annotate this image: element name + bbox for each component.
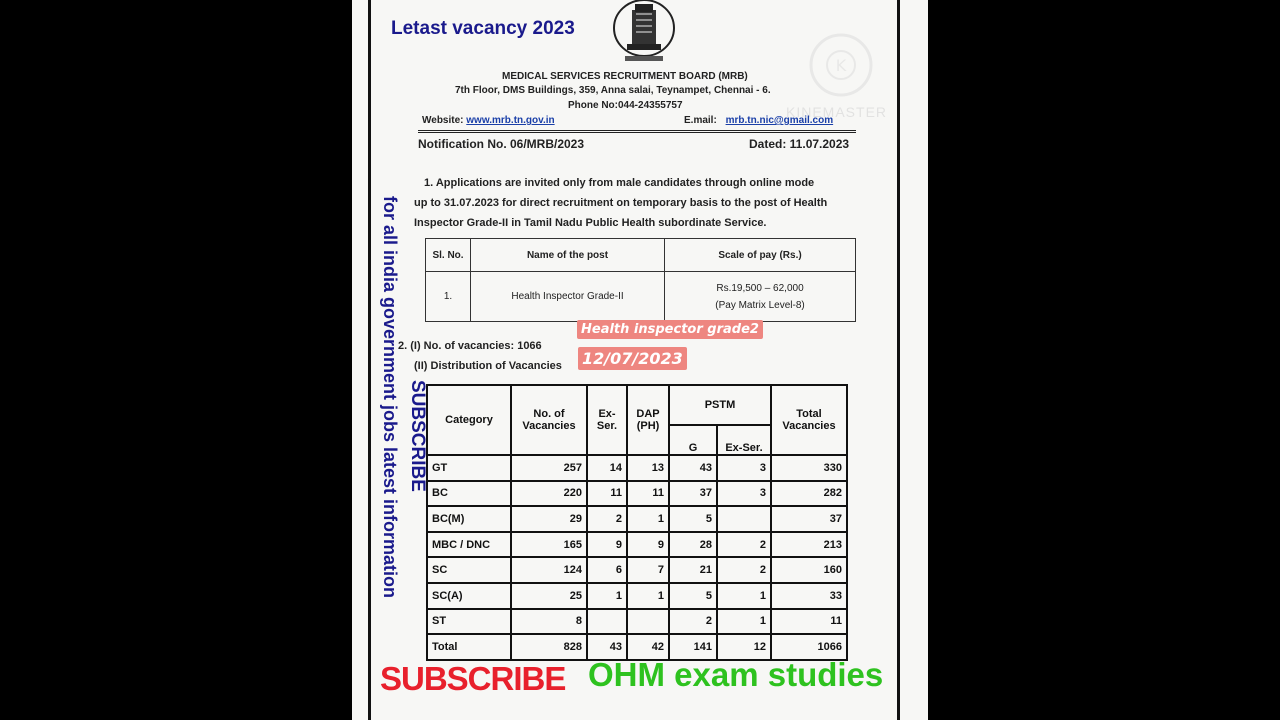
svg-text:K: K xyxy=(835,56,847,75)
kinemaster-logo-icon xyxy=(806,30,876,100)
cell-vac: 124 xyxy=(511,557,587,583)
th-no-of-vacancies: No. of Vacancies xyxy=(511,385,587,455)
th-pstm-ex-servicemen: Ex-Ser. xyxy=(717,425,771,455)
cell-cat: SC xyxy=(427,557,511,583)
page-border-right xyxy=(897,0,900,720)
post-pay-range: Rs.19,500 – 62,000 xyxy=(716,282,804,294)
post-sl-no: 1. xyxy=(426,272,471,322)
header-divider-2 xyxy=(418,132,856,133)
th-total-vacancies: Total Vacancies xyxy=(771,385,847,455)
vertical-info-text: for all india government jobs latest information xyxy=(380,196,400,599)
tamil-nadu-emblem-icon xyxy=(603,0,685,64)
cell-pex: 2 xyxy=(717,532,771,558)
cell-tot: 330 xyxy=(771,455,847,481)
cell-cat: GT xyxy=(427,455,511,481)
cell-tot: 160 xyxy=(771,557,847,583)
cell-tot: 37 xyxy=(771,506,847,532)
number-of-vacancies: 2. (I) No. of vacancies: 1066 xyxy=(398,340,542,352)
cell-pex: 3 xyxy=(717,455,771,481)
org-phone: Phone No:044-24355757 xyxy=(568,100,683,111)
cell-cat: MBC / DNC xyxy=(427,532,511,558)
post-name: Health Inspector Grade-II xyxy=(471,272,665,322)
cell-pex: 1 xyxy=(717,609,771,635)
post-table xyxy=(425,238,856,322)
badge-date: 12/07/2023 xyxy=(578,347,687,370)
notification-number: Notification No. 06/MRB/2023 xyxy=(418,137,585,151)
watermark-text: KINEMASTER xyxy=(786,104,888,120)
cell-pex: 1 xyxy=(717,583,771,609)
cell-vac: 8 xyxy=(511,609,587,635)
cell-g: 2 xyxy=(669,609,717,635)
table-row xyxy=(427,506,847,532)
th-ex-servicemen: Ex-Ser. xyxy=(587,385,627,455)
cell-g: 28 xyxy=(669,532,717,558)
para-line-3: Inspector Grade-II in Tamil Nadu Public Health subordinate Service. xyxy=(414,217,767,229)
cell-g: 37 xyxy=(669,481,717,507)
channel-name: OHM exam studies xyxy=(588,656,884,693)
cell-tot: 11 xyxy=(771,609,847,635)
header-divider xyxy=(418,130,856,131)
cell-ex: 2 xyxy=(587,506,627,532)
th-pstm-general: G xyxy=(669,425,717,455)
table-row xyxy=(427,583,847,609)
th-category: Category xyxy=(427,385,511,455)
cell-g: 141 xyxy=(669,634,717,660)
cell-vac: 257 xyxy=(511,455,587,481)
distribution-heading: (II) Distribution of Vacancies xyxy=(414,360,562,372)
cell-ex: 43 xyxy=(587,634,627,660)
cell-cat: BC xyxy=(427,481,511,507)
vertical-subscribe-text: SUBSCRIBE xyxy=(407,380,428,492)
org-name: MEDICAL SERVICES RECRUITMENT BOARD (MRB) xyxy=(502,71,748,82)
table-row xyxy=(427,455,847,481)
cell-dap xyxy=(627,609,669,635)
header-post-name: Name of the post xyxy=(471,239,665,272)
cell-vac: 25 xyxy=(511,583,587,609)
cell-ex: 11 xyxy=(587,481,627,507)
cell-vac: 828 xyxy=(511,634,587,660)
cell-cat: SC(A) xyxy=(427,583,511,609)
page-border-left xyxy=(368,0,371,720)
cell-dap: 1 xyxy=(627,506,669,532)
para-line-2: up to 31.07.2023 for direct recruitment on temporary basis to the post of Health xyxy=(414,197,828,209)
cell-tot: 1066 xyxy=(771,634,847,660)
header-scale-of-pay: Scale of pay (Rs.) xyxy=(665,239,856,272)
para-line-1: 1. Applications are invited only from male candidates through online mode xyxy=(424,177,815,189)
badge-post-title: Health inspector grade2 xyxy=(577,320,763,339)
cell-cat: ST xyxy=(427,609,511,635)
cell-dap: 42 xyxy=(627,634,669,660)
paragraph-applications xyxy=(414,173,856,233)
post-pay-matrix: (Pay Matrix Level-8) xyxy=(715,299,805,311)
cell-g: 5 xyxy=(669,506,717,532)
table-row xyxy=(427,609,847,635)
cell-vac: 220 xyxy=(511,481,587,507)
cell-ex: 14 xyxy=(587,455,627,481)
cell-pex: 2 xyxy=(717,557,771,583)
vacancy-table xyxy=(426,384,848,661)
video-title: Letast vacancy 2023 xyxy=(391,18,575,39)
website-link[interactable]: www.mrb.tn.gov.in xyxy=(466,115,555,126)
cell-ex: 1 xyxy=(587,583,627,609)
th-pstm: PSTM xyxy=(669,385,771,425)
email-label: E.mail: xyxy=(684,115,717,126)
cell-g: 21 xyxy=(669,557,717,583)
cell-dap: 9 xyxy=(627,532,669,558)
email-link[interactable]: mrb.tn.nic@gmail.com xyxy=(725,115,834,126)
cell-dap: 11 xyxy=(627,481,669,507)
cell-g: 43 xyxy=(669,455,717,481)
cell-cat: BC(M) xyxy=(427,506,511,532)
cell-vac: 29 xyxy=(511,506,587,532)
cell-dap: 7 xyxy=(627,557,669,583)
cell-ex: 9 xyxy=(587,532,627,558)
cell-dap: 13 xyxy=(627,455,669,481)
cell-ex xyxy=(587,609,627,635)
website-label: Website: xyxy=(422,115,464,126)
notification-date: Dated: 11.07.2023 xyxy=(749,137,850,151)
cell-ex: 6 xyxy=(587,557,627,583)
cell-pex: 3 xyxy=(717,481,771,507)
post-pay xyxy=(665,272,856,322)
table-row xyxy=(427,532,847,558)
cell-pex: 12 xyxy=(717,634,771,660)
cell-pex xyxy=(717,506,771,532)
cell-tot: 33 xyxy=(771,583,847,609)
cell-dap: 1 xyxy=(627,583,669,609)
header-sl-no: Sl. No. xyxy=(426,239,471,272)
cell-tot: 213 xyxy=(771,532,847,558)
cell-g: 5 xyxy=(669,583,717,609)
cell-tot: 282 xyxy=(771,481,847,507)
table-row xyxy=(427,557,847,583)
th-dap-ph: DAP (PH) xyxy=(627,385,669,455)
cell-vac: 165 xyxy=(511,532,587,558)
cell-cat: Total xyxy=(427,634,511,660)
table-row xyxy=(427,481,847,507)
org-address: 7th Floor, DMS Buildings, 359, Anna salai, Teynampet, Chennai - 6. xyxy=(455,85,771,96)
subscribe-banner: SUBSCRIBE xyxy=(380,660,566,697)
